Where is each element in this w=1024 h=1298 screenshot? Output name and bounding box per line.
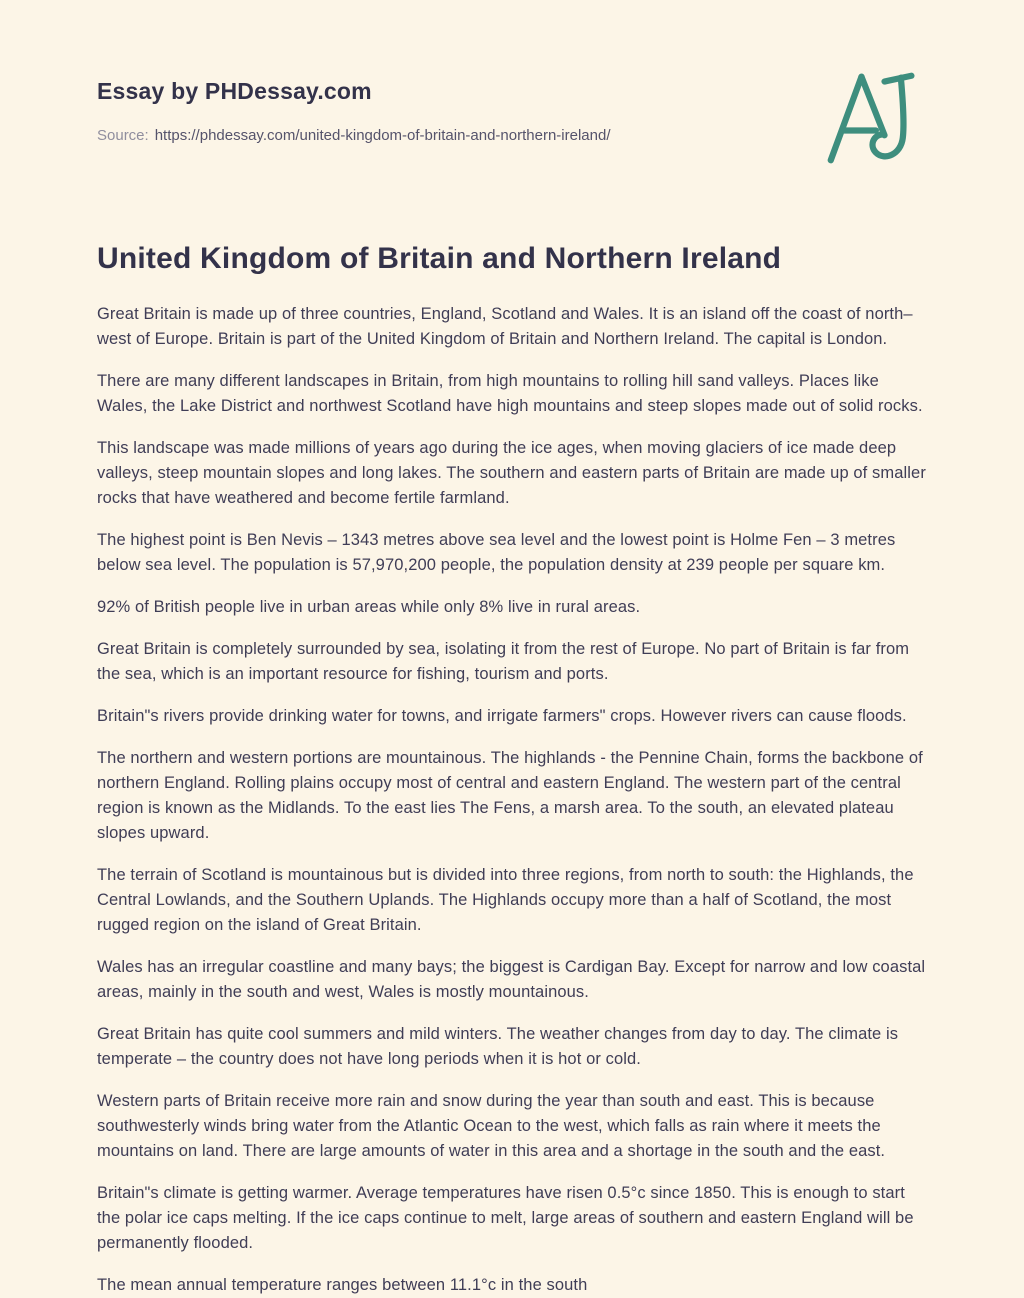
essay-paragraph: Western parts of Britain receive more rain and snow during the year than south and east. This is because southwesterly winds bring water from the Atlantic Ocean to the west, which falls as rain where it meets the mountains on land. There are large amounts of water in this area and a shortage in the south and the east. xyxy=(97,1092,886,1160)
essay-title: United Kingdom of Britain and Northern Ireland xyxy=(97,242,782,275)
essay-paragraph: The terrain of Scotland is mountainous but is divided into three regions, from north to south: the Highlands, the Central Lowlands, and the Southern Uplands. The Highlands occupy more than a half of Scotland, the most rugged region on the island of Great Britain. xyxy=(97,866,914,934)
essay-paragraph: 92% of British people live in urban areas while only 8% live in rural areas. xyxy=(97,598,641,616)
essay-paragraph: Britain"s climate is getting warmer. Average temperatures have risen 0.5°c since 1850. This is enough to start the polar ice caps melting. If the ice caps continue to melt, large areas of southern and eastern England will be permanently flooded. xyxy=(97,1184,914,1252)
phdessay-aj-logo-icon xyxy=(823,70,923,166)
essay-paragraph: Wales has an irregular coastline and many bays; the biggest is Cardigan Bay. Except for narrow and low coastal areas, mainly in the south and west, Wales is mostly mountainous. xyxy=(97,958,926,1001)
essay-paragraph: This landscape was made millions of years ago during the ice ages, when moving glaciers of ice made deep valleys, steep mountain slopes and long lakes. The southern and eastern parts of Britain are made up of smaller rocks that have weathered and become fertile farmland. xyxy=(97,439,926,507)
essay-paragraph: Great Britain has quite cool summers and mild winters. The weather changes from day to day. The climate is temperate – the country does not have long periods when it is hot or cold. xyxy=(97,1025,899,1068)
header-text-block xyxy=(97,72,611,144)
essay-paragraph: The highest point is Ben Nevis – 1343 metres above sea level and the lowest point is Holme Fen – 3 metres below sea level. The population is 57,970,200 people, the population density at 239 people per square km. xyxy=(97,531,896,574)
essay-paragraph: Britain"s rivers provide drinking water for towns, and irrigate farmers" crops. However rivers can cause floods. xyxy=(97,707,907,725)
essay-paragraph: The northern and western portions are mountainous. The highlands - the Pennine Chain, forms the backbone of northern England. Rolling plains occupy most of central and eastern England. The western part of the central region is known as the Midlands. To the east lies The Fens, a marsh area. To the south, an elevated plateau slopes upward. xyxy=(97,749,923,842)
site-header-title: Essay by PHDessay.com xyxy=(97,78,372,104)
source-line xyxy=(97,127,611,144)
source-url-link[interactable]: https://phdessay.com/united-kingdom-of-britain-and-northern-ireland/ xyxy=(154,127,611,144)
essay-paragraph: Great Britain is made up of three countries, England, Scotland and Wales. It is an island off the coast of north–west of Europe. Britain is part of the United Kingdom of Britain and Northern Ireland. The capital is London. xyxy=(97,305,913,348)
essay-paragraph: Great Britain is completely surrounded by sea, isolating it from the rest of Europe. No part of Britain is far from the sea, which is an important resource for fishing, tourism and ports. xyxy=(97,640,910,683)
source-label: Source: xyxy=(97,127,149,144)
essay-paragraph: There are many different landscapes in Britain, from high mountains to rolling hill sand valleys. Places like Wales, the Lake District and northwest Scotland have high mountains and steep slopes made out of solid rocks. xyxy=(97,372,923,415)
phdessay-logo xyxy=(823,70,923,166)
page-header xyxy=(97,72,927,166)
essay-body xyxy=(97,302,927,1298)
essay-paragraph: The mean annual temperature ranges between 11.1°c in the south xyxy=(97,1276,588,1294)
